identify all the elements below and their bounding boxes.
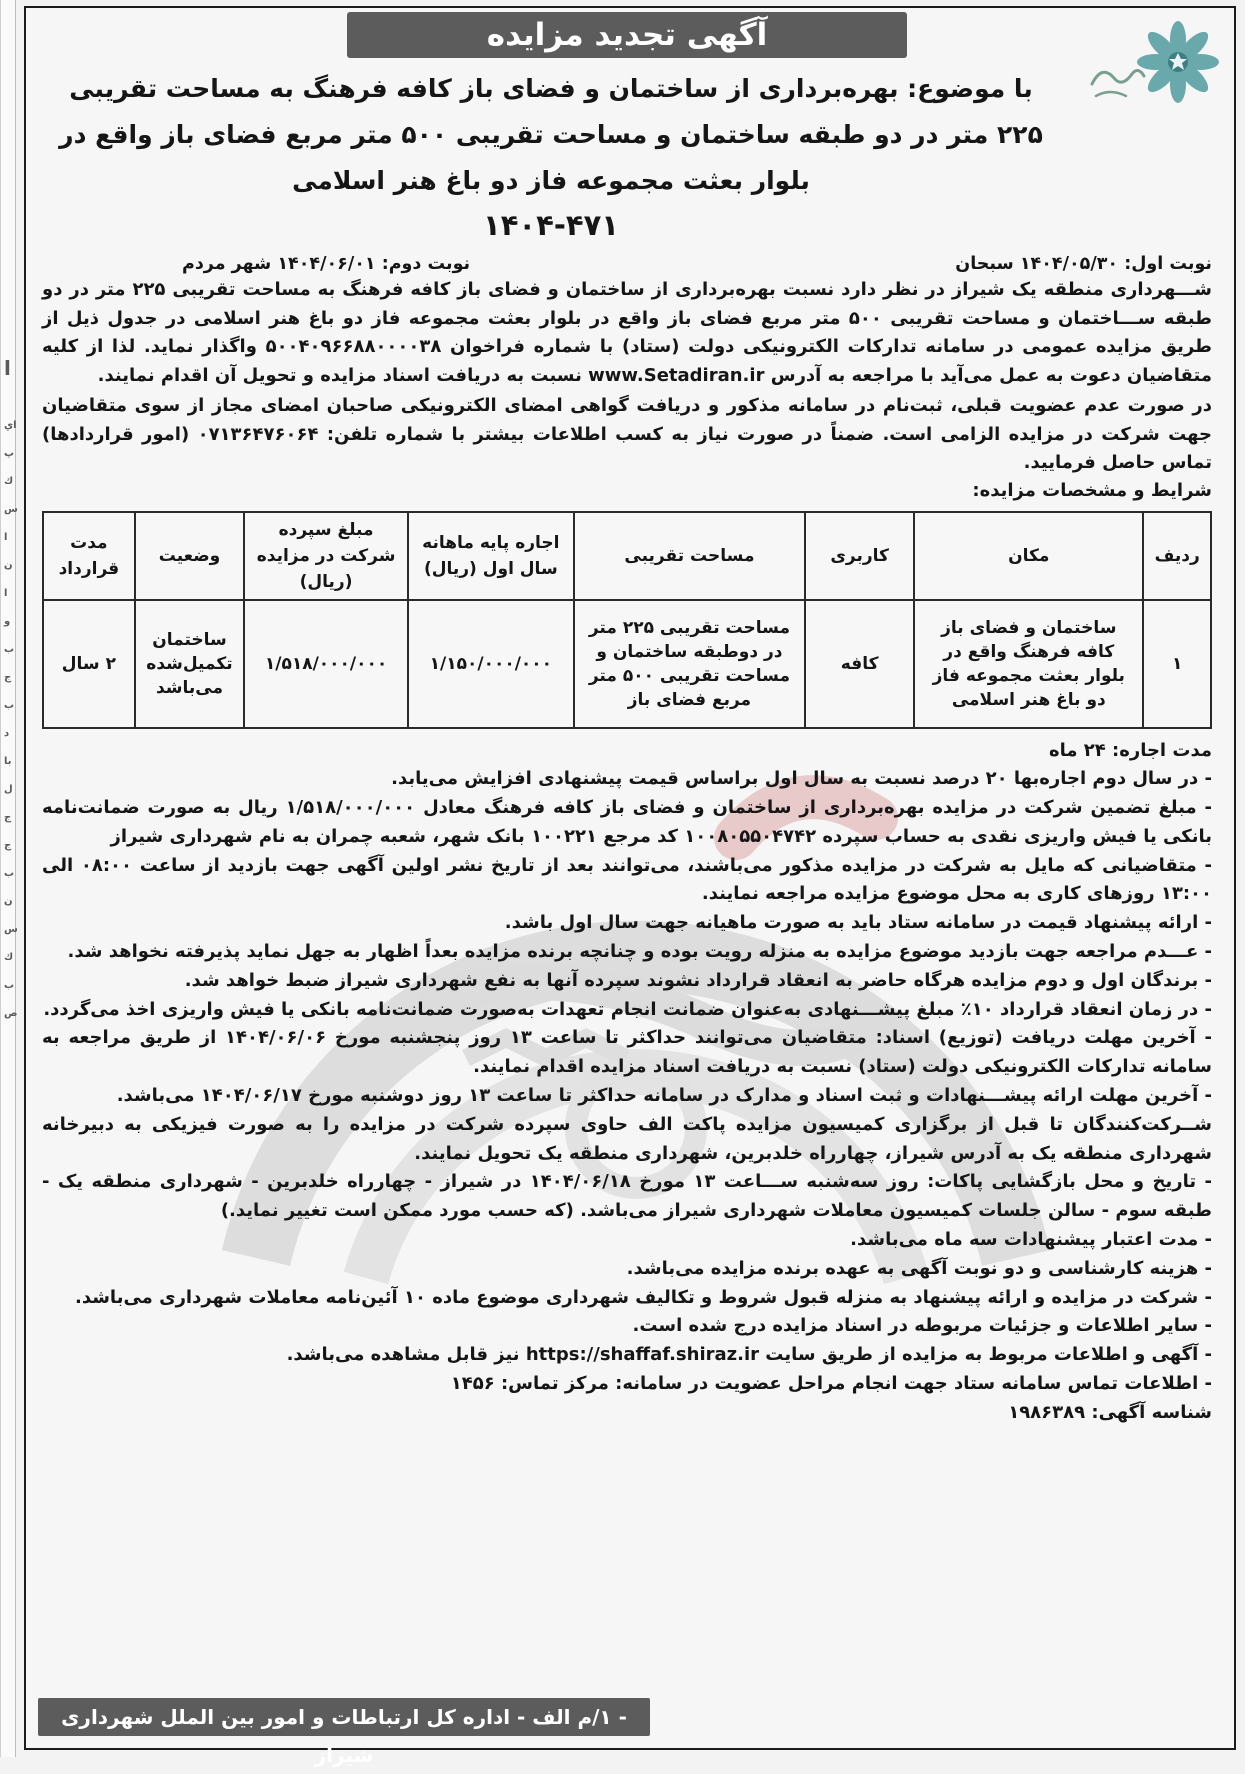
adjacent-column-edge: ا اي پ ك س ا ن ا و ب ج ب د با ل ج ج ب ن س ك ب ص — [0, 0, 16, 1757]
conditions-list — [42, 737, 1212, 1428]
condition-item: شــرکت‌کنندگان تا قبل از برگزاری کمیسیون مزایده پاکت الف حاوی سپرده شرکت در مزایده را به صورت فیزیکی به دبیرخانه شهرداری منطقه یک به آدرس شیراز، چهارراه خلدبرین، شهرداری منطقه یک تحویل نمایند. — [42, 1113, 1212, 1164]
cell-usage: کافه — [805, 600, 914, 728]
col-area: مساحت تقریبی — [574, 512, 805, 600]
condition-item: - سایر اطلاعات و جزئیات مربوطه در اسناد مزایده درج شده است. — [632, 1315, 1212, 1337]
col-deposit: مبلغ سپرده شرکت در مزایده (ریال) — [244, 512, 408, 600]
cell-row: ۱ — [1143, 600, 1211, 728]
advertisement-frame — [24, 6, 1236, 1767]
col-duration: مدت قرارداد — [43, 512, 135, 600]
condition-item: - متقاضیانی که مایل به شرکت در مزایده مذکور می‌باشند، می‌توانند بعد از تاریخ نشر اولین آگهی جهت بازدید از ساعت ۰۸:۰۰ الی ۱۳:۰۰ روزهای کاری به محل موضوع مزایده مراجعه نمایند. — [42, 854, 1213, 905]
publisher-footer: - ۱/م الف - اداره کل ارتباطات و امور بین الملل شهرداری شیراز — [38, 1698, 650, 1736]
setad-website-link[interactable]: www.Setadiran.ir — [588, 364, 765, 386]
cell-rent: ۱/۱۵۰/۰۰۰/۰۰۰ — [408, 600, 574, 728]
first-publication: نوبت اول: ۱۴۰۴/۰۵/۳۰ سبحان — [955, 254, 1212, 274]
subject-text: با موضوع: بهره‌برداری از ساختمان و فضای باز کافه فرهنگ به مساحت تقریبی ۲۲۵ متر در دو طبقه ساختمان و مساحت تقریبی ۵۰۰ متر مربع فضای باز واقع در بلوار بعثت مجموعه فاز دو باغ هنر اسلامی — [59, 74, 1043, 195]
notice-number: ۱۴۰۴-۴۷۱ — [483, 208, 619, 242]
col-rent: اجاره پایه ماهانه سال اول (ریال) — [408, 512, 574, 600]
col-usage: کاربری — [805, 512, 914, 600]
condition-item: - شرکت در مزایده و ارائه پیشنهاد به منزله قبول شروط و تکالیف شهرداری موضوع ماده ۱۰ آئین‌نامه معاملات شهرداری می‌باشد. — [75, 1286, 1212, 1308]
cell-area: مساحت تقریبی ۲۲۵ متر در دوطبقه ساختمان و مساحت تقریبی ۵۰۰ متر مربع فضای باز — [574, 600, 805, 728]
condition-item — [42, 1341, 1212, 1370]
table-header-row — [43, 512, 1211, 600]
col-row: ردیف — [1143, 512, 1211, 600]
shaffaf-text-start: - آگهی و اطلاعات مربوط به مزایده از طریق سایت — [765, 1344, 1212, 1366]
condition-item: - عـــدم مراجعه جهت بازدید موضوع مزایده به منزله رویت بوده و چنانچه برنده مزایده بعداً اظهار به جهل نماید پذیرفته نخواهد شد. — [67, 941, 1212, 963]
intro-text-end: نسبت به دریافت اسناد مزایده و تحویل آن اقدام نمایند. — [97, 364, 582, 386]
ad-identifier: شناسه آگهی: ۱۹۸۶۳۸۹ — [1008, 1401, 1212, 1423]
cell-deposit: ۱/۵۱۸/۰۰۰/۰۰۰ — [244, 600, 408, 728]
conditions-heading: شرایط و مشخصات مزایده: — [972, 479, 1212, 501]
condition-item: - در زمان انعقاد قرارداد ۱۰٪ مبلغ پیشـــنهادی به‌عنوان ضمانت انجام تعهدات به‌صورت ضمانت‌نامه بانکی یا فیش واریزی اخذ می‌گردد. — [43, 998, 1212, 1020]
auction-spec-table — [42, 511, 1212, 729]
publication-dates — [42, 254, 1212, 274]
cell-duration: ۲ سال — [43, 600, 135, 728]
second-publication: نوبت دوم: ۱۴۰۴/۰۶/۰۱ شهر مردم — [182, 254, 471, 274]
condition-item: - در سال دوم اجاره‌بها ۲۰ درصد نسبت به سال اول براساس قیمت پیشنهادی افزایش می‌یابد. — [391, 768, 1212, 790]
intro-paragraph — [42, 276, 1212, 390]
shaffaf-text-end: نیز قابل مشاهده می‌باشد. — [286, 1344, 520, 1366]
cell-location: ساختمان و فضای باز کافه فرهنگ واقع در بلوار بعثت مجموعه فاز دو باغ هنر اسلامی — [914, 600, 1143, 728]
intro-text: شـــهرداری منطقه یک شیراز در نظر دارد نسبت بهره‌برداری از ساختمان و فضای باز کافه فرهنگ به مساحت تقریبی ۲۲۵ متر در دو طبقه ســـاختمان و مساحت تقریبی ۵۰۰ متر مربع فضای باز واقع در بلوار بعثت مجموعه فاز دو باغ هنر اسلامی در جدول ذیل از طریق مزایده عمومی در سامانه تدارکات الکترونیکی دولت (ستاد) با شماره فراخوان ۵۰۰۴۰۹۶۶۸۸۰۰۰۰۳۸ واگذار نماید. لذا از کلیه متقاضیان دعوت به عمل می‌آید با مراجعه به آدرس — [42, 279, 1213, 386]
condition-item: - اطلاعات تماس سامانه ستاد جهت انجام مراحل عضویت در سامانه: مرکز تماس: ۱۴۵۶ — [450, 1373, 1212, 1395]
condition-item: - برندگان اول و دوم مزایده هرگاه حاضر به انعقاد قرارداد نشوند سپرده آنها به نفع شهرداری شیراز ضبط خواهد شد. — [184, 969, 1212, 991]
lease-duration: مدت اجاره: ۲۴ ماه — [1048, 739, 1212, 761]
registration-paragraph: در صورت عدم عضویت قبلی، ثبت‌نام در سامانه مذکور و دریافت گواهی امضای الکترونیکی صاحبان امضای مجاز از سوی متقاضیان جهت شرکت در مزایده الزامی است. ضمناً در صورت نیاز به کسب اطلاعات بیشتر با شماره تلفن: ۰۷۱۳۶۴۷۶۰۶۴ (امور قراردادها) تماس حاصل فرمایید. — [42, 395, 1212, 473]
shaffaf-website-link[interactable]: https://shaffaf.shiraz.ir — [525, 1344, 759, 1366]
condition-item: - مدت اعتبار پیشنهادات سه ماه می‌باشد. — [850, 1229, 1212, 1251]
condition-item: - آخرین مهلت ارائه پیشـــنهادات و ثبت اسناد و مدارک در سامانه حداکثر تا ساعت ۱۳ روز دوشنبه مورخ ۱۴۰۴/۰۶/۱۷ می‌باشد. — [116, 1085, 1212, 1107]
condition-item: - تاریخ و محل بازگشایی پاکات: روز سه‌شنبه ســـاعت ۱۳ مورخ ۱۴۰۴/۰۶/۱۸ در شیراز - چهارراه خلدبرین - شهرداری منطقه یک - طبقه سوم - سالن جلسات کمیسیون معاملات شهرداری شیراز می‌باشد. (که حسب مورد ممکن است تغییر نماید.) — [42, 1171, 1212, 1222]
table-row — [43, 600, 1211, 728]
condition-item: - ارائه پیشنهاد قیمت در سامانه ستاد باید به صورت ماهیانه جهت سال اول باشد. — [504, 912, 1212, 934]
condition-item: - آخرین مهلت دریافت (توزیع) اسناد: متقاضیان می‌توانند حداکثر تا ساعت ۱۳ روز پنجشنبه مورخ ۱۴۰۴/۰۶/۰۶ از طریق مراجعه به سامانه تدارکات الکترونیکی دولت (ستاد) نسبت به دریافت اسناد مزایده اقدام نمایند. — [42, 1027, 1212, 1078]
condition-item: - مبلغ تضمین شرکت در مزایده بهره‌برداری از ساختمان و فضای باز کافه فرهنگ معادل ۱/۵۱۸/۰۰۰/۰۰۰ ریال به صورت ضمانت‌نامه بانکی یا فیش واریزی نقدی به حساب سپرده ۱۰۰۸۰۵۵۰۴۷۴۲ کد مرجع ۱۰۰۲۲۱ بانک شهر، شعبه چمران به نام شهرداری شیراز — [42, 797, 1212, 847]
condition-item: - هزینه کارشناسی و دو نوبت آگهی به عهده برنده مزایده می‌باشد. — [626, 1257, 1212, 1279]
cell-status: ساختمان تکمیل‌شده می‌باشد — [135, 600, 245, 728]
notice-subject — [50, 66, 1052, 246]
col-status: وضعیت — [135, 512, 245, 600]
col-location: مکان — [914, 512, 1143, 600]
notice-title: آگهی تجدید مزایده — [347, 12, 907, 58]
